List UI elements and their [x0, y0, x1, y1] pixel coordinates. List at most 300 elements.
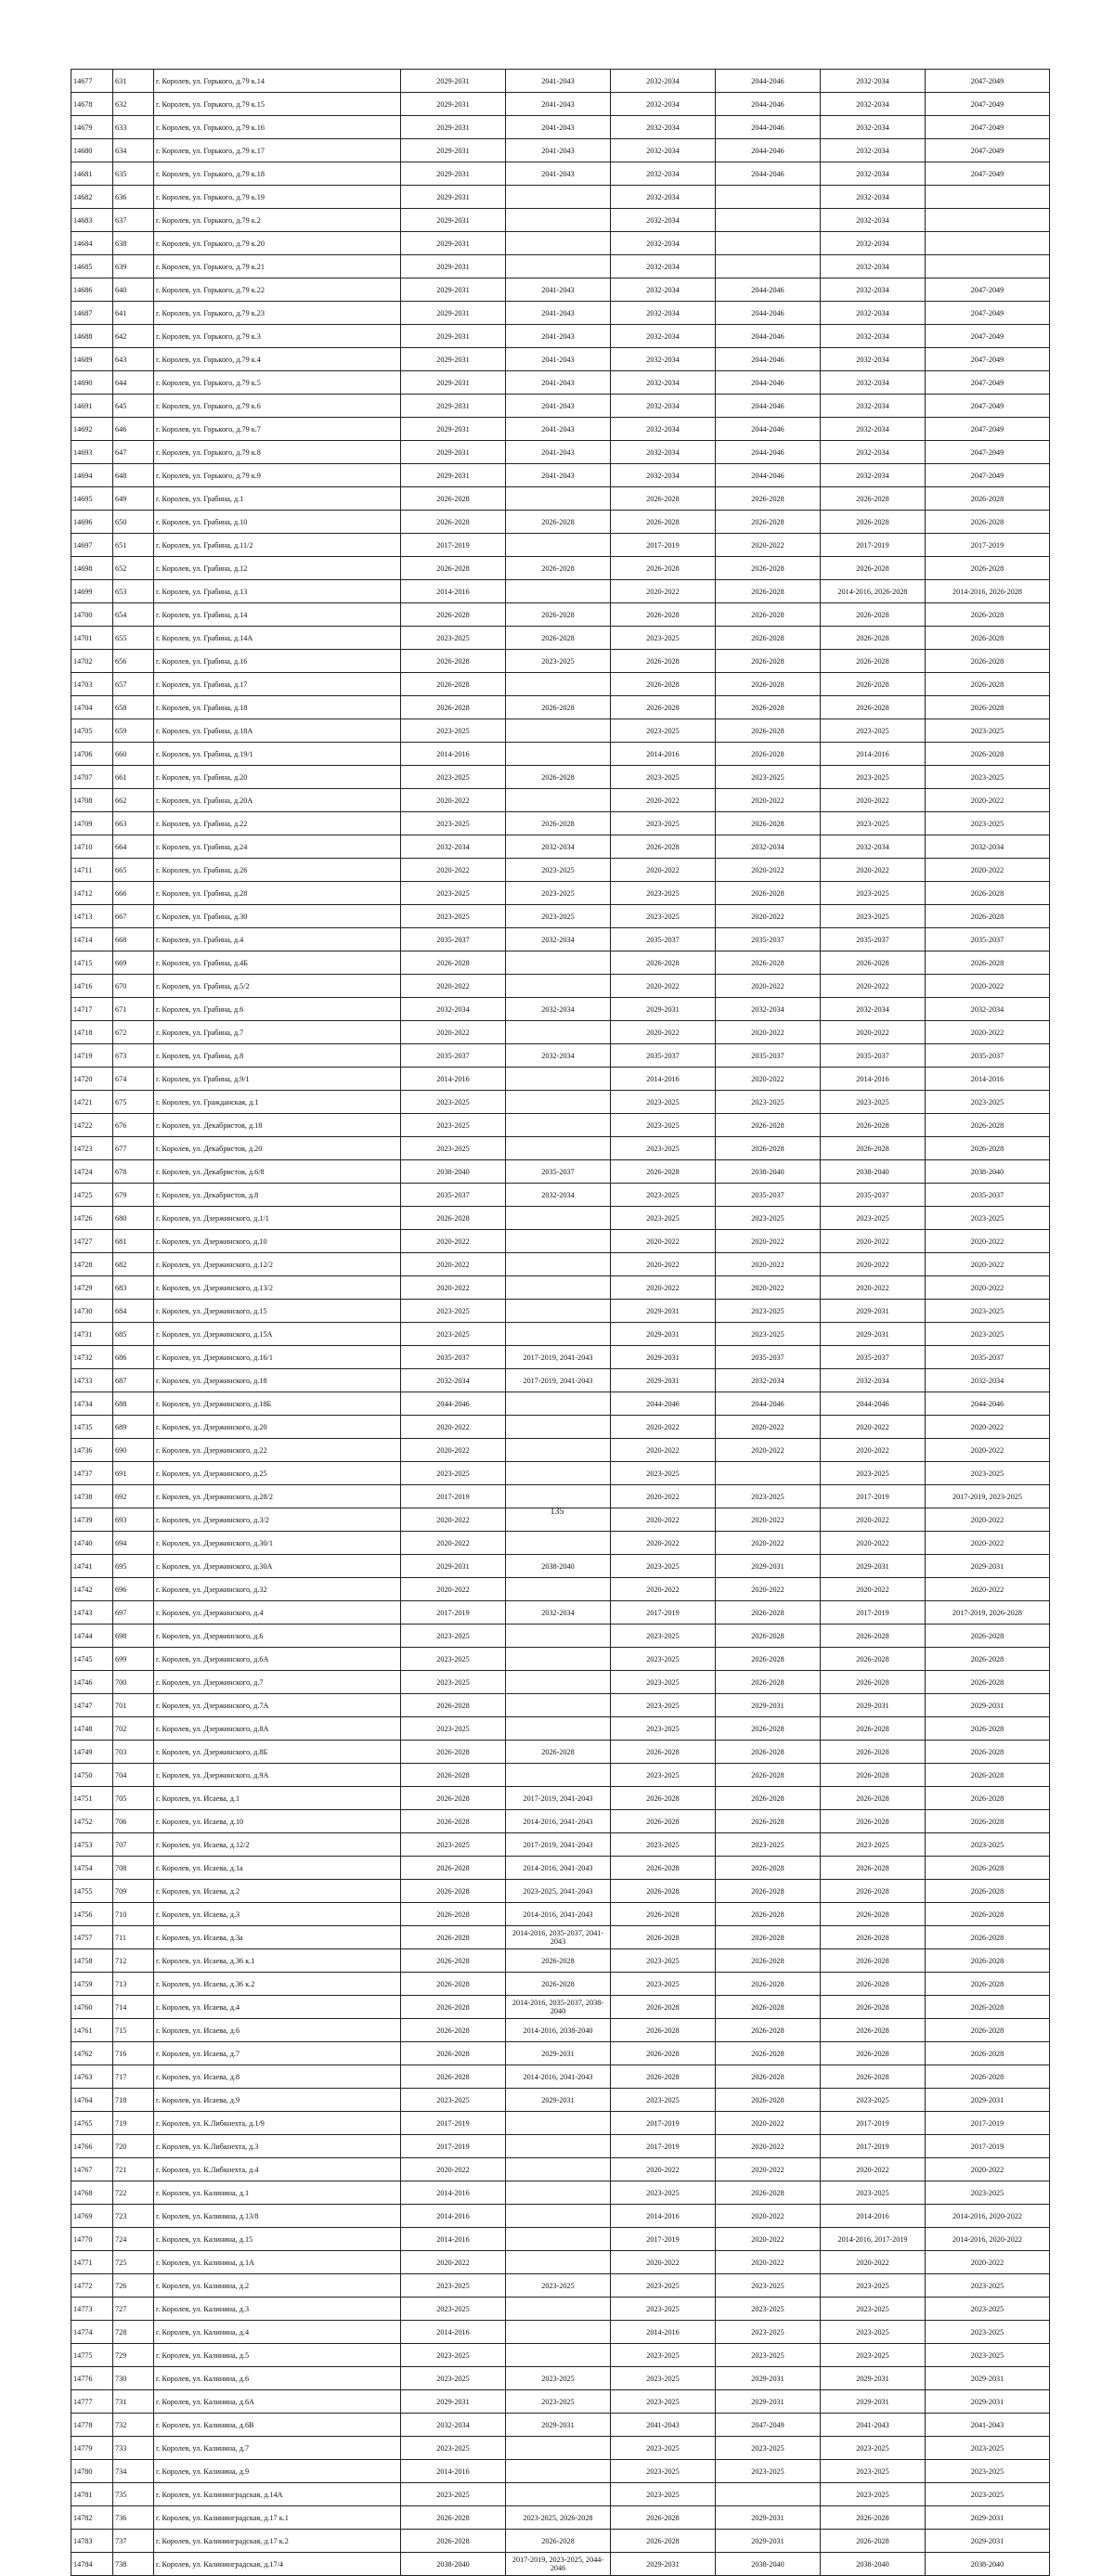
address-cell: г. Королев, ул. Грабина, д.20А [154, 789, 401, 812]
row-number-cell: 14685 [71, 255, 113, 278]
period-1-cell: 2023-2025 [401, 812, 506, 835]
row-number-cell: 14689 [71, 348, 113, 371]
row-number-cell: 14762 [71, 2042, 113, 2065]
item-number-cell: 723 [113, 2205, 154, 2228]
period-4-cell: 2020-2022 [716, 1532, 821, 1555]
item-number-cell: 660 [113, 743, 154, 766]
period-5-cell: 2026-2028 [821, 951, 926, 975]
period-3-cell: 2026-2028 [611, 650, 716, 673]
item-number-cell: 653 [113, 580, 154, 603]
item-number-cell: 712 [113, 1949, 154, 1973]
period-1-cell: 2029-2031 [401, 139, 506, 162]
period-3-cell: 2023-2025 [611, 2298, 716, 2321]
table-row [71, 1880, 1050, 1903]
period-4-cell: 2035-2037 [716, 1184, 821, 1207]
period-2-cell: 2017-2019, 2023-2025, 2044-2046 [506, 2553, 611, 2576]
period-2-cell [506, 1392, 611, 1416]
period-6-cell: 2026-2028 [926, 743, 1050, 766]
row-number-cell: 14716 [71, 975, 113, 998]
address-cell: г. Королев, ул. Калинина, д.5 [154, 2344, 401, 2367]
period-4-cell: 2020-2022 [716, 789, 821, 812]
period-5-cell: 2026-2028 [821, 557, 926, 580]
period-2-cell: 2023-2025 [506, 882, 611, 905]
period-3-cell: 2026-2028 [611, 557, 716, 580]
period-3-cell: 2023-2025 [611, 1207, 716, 1230]
period-5-cell: 2026-2028 [821, 1996, 926, 2019]
table-row [71, 1369, 1050, 1392]
period-2-cell: 2026-2028 [506, 812, 611, 835]
period-1-cell: 2023-2025 [401, 766, 506, 789]
period-2-cell [506, 2158, 611, 2181]
period-4-cell: 2026-2028 [716, 1601, 821, 1625]
period-2-cell [506, 1764, 611, 1787]
period-1-cell: 2020-2022 [401, 1439, 506, 1462]
period-5-cell: 2020-2022 [821, 1253, 926, 1276]
period-6-cell: 2020-2022 [926, 1416, 1050, 1439]
table-row [71, 1601, 1050, 1625]
period-4-cell [716, 209, 821, 232]
period-5-cell: 2032-2034 [821, 371, 926, 395]
period-3-cell: 2044-2046 [611, 1392, 716, 1416]
address-cell: г. Королев, ул. Исаева, д.36 к.2 [154, 1973, 401, 1996]
period-1-cell: 2029-2031 [401, 93, 506, 116]
table-row [71, 139, 1050, 162]
table-row [71, 1462, 1050, 1485]
address-cell: г. Королев, ул. Исаева, д.10 [154, 1810, 401, 1833]
period-4-cell: 2026-2028 [716, 1926, 821, 1949]
table-row [71, 2181, 1050, 2205]
address-cell: г. Королев, ул. Горького, д.79 к.20 [154, 232, 401, 255]
row-number-cell: 14721 [71, 1091, 113, 1114]
period-1-cell: 2029-2031 [401, 162, 506, 186]
period-5-cell: 2017-2019 [821, 534, 926, 557]
row-number-cell: 14742 [71, 1578, 113, 1601]
period-2-cell: 2023-2025, 2041-2043 [506, 1880, 611, 1903]
period-3-cell: 2032-2034 [611, 232, 716, 255]
item-number-cell: 717 [113, 2065, 154, 2089]
address-cell: г. Королев, ул. Калинина, д.15 [154, 2228, 401, 2251]
item-number-cell: 679 [113, 1184, 154, 1207]
period-5-cell: 2017-2019 [821, 1601, 926, 1625]
period-6-cell: 2014-2016 [926, 1068, 1050, 1091]
period-6-cell: 2026-2028 [926, 603, 1050, 627]
period-6-cell: 2026-2028 [926, 487, 1050, 511]
period-1-cell: 2023-2025 [401, 905, 506, 928]
item-number-cell: 675 [113, 1091, 154, 1114]
address-cell: г. Королев, ул. Исаева, д.7 [154, 2042, 401, 2065]
table-row [71, 1741, 1050, 1764]
address-cell: г. Королев, ул. Грабина, д.4 [154, 928, 401, 951]
period-6-cell: 2023-2025 [926, 1833, 1050, 1857]
period-4-cell: 2023-2025 [716, 2321, 821, 2344]
period-1-cell: 2029-2031 [401, 302, 506, 325]
item-number-cell: 726 [113, 2274, 154, 2298]
item-number-cell: 669 [113, 951, 154, 975]
period-1-cell: 2032-2034 [401, 835, 506, 859]
period-5-cell: 2032-2034 [821, 302, 926, 325]
period-2-cell [506, 1671, 611, 1694]
period-2-cell [506, 1300, 611, 1323]
period-6-cell: 2017-2019, 2023-2025 [926, 1485, 1050, 1508]
period-6-cell: 2017-2019 [926, 2135, 1050, 2158]
address-cell: г. Королев, ул. Дзержинского, д.4 [154, 1601, 401, 1625]
period-2-cell [506, 487, 611, 511]
period-1-cell: 2023-2025 [401, 1137, 506, 1160]
period-3-cell: 2023-2025 [611, 2367, 716, 2390]
period-3-cell: 2020-2022 [611, 2251, 716, 2274]
period-4-cell [716, 186, 821, 209]
period-6-cell: 2026-2028 [926, 1996, 1050, 2019]
period-4-cell [716, 255, 821, 278]
period-1-cell: 2038-2040 [401, 1160, 506, 1184]
address-cell: г. Королев, ул. Дзержинского, д.28/2 [154, 1485, 401, 1508]
period-2-cell: 2017-2019, 2041-2043 [506, 1787, 611, 1810]
row-number-cell: 14761 [71, 2019, 113, 2042]
period-1-cell: 2029-2031 [401, 255, 506, 278]
period-2-cell: 2041-2043 [506, 302, 611, 325]
period-4-cell: 2026-2028 [716, 487, 821, 511]
period-1-cell: 2029-2031 [401, 395, 506, 418]
table-row [71, 2298, 1050, 2321]
row-number-cell: 14748 [71, 1717, 113, 1741]
period-4-cell: 2023-2025 [716, 1485, 821, 1508]
table-row [71, 766, 1050, 789]
period-5-cell: 2023-2025 [821, 905, 926, 928]
address-cell: г. Королев, ул. Калинина, д.3 [154, 2298, 401, 2321]
address-cell: г. Королев, ул. Дзержинского, д.7 [154, 1671, 401, 1694]
period-1-cell: 2026-2028 [401, 1787, 506, 1810]
period-4-cell: 2020-2022 [716, 2158, 821, 2181]
address-cell: г. Королев, ул. Исаева, д.3 [154, 1903, 401, 1926]
table-row [71, 1114, 1050, 1137]
table-row [71, 1091, 1050, 1114]
period-5-cell: 2020-2022 [821, 1021, 926, 1044]
period-1-cell: 2023-2025 [401, 2367, 506, 2390]
address-cell: г. Королев, ул. Исаева, д.4 [154, 1996, 401, 2019]
period-1-cell: 2026-2028 [401, 1694, 506, 1717]
address-cell: г. Королев, ул. Горького, д.79 к.2 [154, 209, 401, 232]
period-1-cell: 2029-2031 [401, 70, 506, 93]
period-5-cell: 2032-2034 [821, 278, 926, 302]
table-row [71, 2530, 1050, 2553]
table-row [71, 278, 1050, 302]
item-number-cell: 632 [113, 93, 154, 116]
period-1-cell: 2026-2028 [401, 696, 506, 719]
period-3-cell: 2023-2025 [611, 1717, 716, 1741]
row-number-cell: 14725 [71, 1184, 113, 1207]
period-2-cell: 2014-2016, 2041-2043 [506, 2065, 611, 2089]
row-number-cell: 14745 [71, 1648, 113, 1671]
period-2-cell: 2032-2034 [506, 998, 611, 1021]
period-4-cell: 2020-2022 [716, 534, 821, 557]
period-4-cell: 2020-2022 [716, 1439, 821, 1462]
row-number-cell: 14712 [71, 882, 113, 905]
period-5-cell: 2032-2034 [821, 255, 926, 278]
item-number-cell: 676 [113, 1114, 154, 1137]
period-1-cell: 2017-2019 [401, 534, 506, 557]
period-2-cell: 2041-2043 [506, 116, 611, 139]
period-5-cell: 2014-2016 [821, 743, 926, 766]
address-cell: г. Королев, ул. Грабина, д.17 [154, 673, 401, 696]
period-2-cell [506, 2344, 611, 2367]
row-number-cell: 14732 [71, 1346, 113, 1369]
period-3-cell: 2020-2022 [611, 1439, 716, 1462]
period-4-cell: 2029-2031 [716, 2506, 821, 2530]
item-number-cell: 674 [113, 1068, 154, 1091]
period-6-cell: 2026-2028 [926, 1949, 1050, 1973]
period-6-cell: 2026-2028 [926, 673, 1050, 696]
period-3-cell: 2026-2028 [611, 511, 716, 534]
period-3-cell: 2026-2028 [611, 487, 716, 511]
table-row [71, 395, 1050, 418]
period-3-cell: 2023-2025 [611, 2437, 716, 2460]
row-number-cell: 14736 [71, 1439, 113, 1462]
period-5-cell: 2026-2028 [821, 1717, 926, 1741]
period-3-cell: 2026-2028 [611, 696, 716, 719]
period-2-cell: 2023-2025 [506, 859, 611, 882]
period-1-cell: 2026-2028 [401, 1926, 506, 1949]
item-number-cell: 711 [113, 1926, 154, 1949]
period-3-cell: 2023-2025 [611, 1949, 716, 1973]
period-3-cell: 2023-2025 [611, 882, 716, 905]
period-3-cell: 2026-2028 [611, 1903, 716, 1926]
item-number-cell: 642 [113, 325, 154, 348]
period-5-cell: 2020-2022 [821, 1276, 926, 1300]
period-4-cell: 2026-2028 [716, 882, 821, 905]
address-cell: г. Королев, ул. Дзержинского, д.7А [154, 1694, 401, 1717]
period-1-cell: 2026-2028 [401, 603, 506, 627]
address-cell: г. Королев, ул. Калининградская, д.17 к.1 [154, 2506, 401, 2530]
table-row [71, 1926, 1050, 1949]
period-1-cell: 2029-2031 [401, 441, 506, 464]
period-2-cell: 2023-2025 [506, 2390, 611, 2414]
period-3-cell: 2023-2025 [611, 2181, 716, 2205]
period-6-cell: 2041-2043 [926, 2414, 1050, 2437]
period-2-cell [506, 1578, 611, 1601]
period-4-cell: 2044-2046 [716, 418, 821, 441]
period-6-cell: 2026-2028 [926, 1741, 1050, 1764]
period-6-cell [926, 232, 1050, 255]
period-6-cell: 2023-2025 [926, 1091, 1050, 1114]
period-1-cell: 2029-2031 [401, 371, 506, 395]
period-5-cell: 2026-2028 [821, 2042, 926, 2065]
table-row [71, 1973, 1050, 1996]
period-2-cell [506, 186, 611, 209]
period-6-cell: 2035-2037 [926, 1184, 1050, 1207]
table-row [71, 2437, 1050, 2460]
period-4-cell: 2026-2028 [716, 1880, 821, 1903]
period-4-cell: 2026-2028 [716, 2065, 821, 2089]
row-number-cell: 14753 [71, 1833, 113, 1857]
period-5-cell: 2044-2046 [821, 1392, 926, 1416]
page-number: 135 [550, 1507, 564, 1517]
address-cell: г. Королев, ул. Исаева, д.6 [154, 2019, 401, 2042]
period-6-cell: 2023-2025 [926, 2321, 1050, 2344]
address-cell: г. Королев, ул. Калинина, д.13/8 [154, 2205, 401, 2228]
address-cell: г. Королев, ул. Горького, д.79 к.16 [154, 116, 401, 139]
period-5-cell: 2032-2034 [821, 464, 926, 487]
period-6-cell: 2023-2025 [926, 2483, 1050, 2506]
period-4-cell: 2032-2034 [716, 835, 821, 859]
row-number-cell: 14677 [71, 70, 113, 93]
row-number-cell: 14696 [71, 511, 113, 534]
period-5-cell: 2035-2037 [821, 1184, 926, 1207]
table-row [71, 511, 1050, 534]
period-5-cell: 2023-2025 [821, 2437, 926, 2460]
period-6-cell: 2026-2028 [926, 696, 1050, 719]
address-cell: г. Королев, ул. Грабина, д.22 [154, 812, 401, 835]
period-1-cell: 2035-2037 [401, 1184, 506, 1207]
row-number-cell: 14698 [71, 557, 113, 580]
period-3-cell: 2026-2028 [611, 1926, 716, 1949]
period-5-cell: 2023-2025 [821, 2298, 926, 2321]
row-number-cell: 14780 [71, 2460, 113, 2483]
table-row [71, 464, 1050, 487]
item-number-cell: 714 [113, 1996, 154, 2019]
period-6-cell: 2020-2022 [926, 1021, 1050, 1044]
period-5-cell: 2026-2028 [821, 627, 926, 650]
period-5-cell: 2029-2031 [821, 2367, 926, 2390]
period-2-cell: 2041-2043 [506, 162, 611, 186]
item-number-cell: 725 [113, 2251, 154, 2274]
address-cell: г. Королев, ул. Дзержинского, д.12/2 [154, 1253, 401, 1276]
address-cell: г. Королев, ул. Дзержинского, д.32 [154, 1578, 401, 1601]
period-2-cell: 2017-2019, 2041-2043 [506, 1346, 611, 1369]
item-number-cell: 696 [113, 1578, 154, 1601]
table-row [71, 186, 1050, 209]
period-5-cell: 2020-2022 [821, 975, 926, 998]
row-number-cell: 14718 [71, 1021, 113, 1044]
period-1-cell: 2029-2031 [401, 116, 506, 139]
table-row [71, 1207, 1050, 1230]
period-2-cell: 2017-2019, 2041-2043 [506, 1833, 611, 1857]
period-6-cell: 2047-2049 [926, 464, 1050, 487]
period-6-cell: 2020-2022 [926, 975, 1050, 998]
period-3-cell: 2026-2028 [611, 673, 716, 696]
period-3-cell: 2014-2016 [611, 2205, 716, 2228]
period-3-cell: 2017-2019 [611, 534, 716, 557]
row-number-cell: 14744 [71, 1625, 113, 1648]
address-cell: г. Королев, ул. К.Либкнехта, д.3 [154, 2135, 401, 2158]
period-6-cell: 2023-2025 [926, 2460, 1050, 2483]
period-5-cell: 2026-2028 [821, 650, 926, 673]
period-3-cell: 2026-2028 [611, 951, 716, 975]
table-row [71, 2321, 1050, 2344]
period-2-cell: 2014-2016, 2038-2040 [506, 2019, 611, 2042]
period-3-cell: 2032-2034 [611, 70, 716, 93]
period-2-cell: 2026-2028 [506, 696, 611, 719]
period-1-cell: 2029-2031 [401, 348, 506, 371]
address-cell: г. Королев, ул. Калининградская, д.14А [154, 2483, 401, 2506]
period-4-cell: 2020-2022 [716, 1068, 821, 1091]
period-6-cell: 2029-2031 [926, 1694, 1050, 1717]
address-cell: г. Королев, ул. Горького, д.79 к.5 [154, 371, 401, 395]
row-number-cell: 14777 [71, 2390, 113, 2414]
address-cell: г. Королев, ул. Горького, д.79 к.3 [154, 325, 401, 348]
period-6-cell: 2038-2040 [926, 1160, 1050, 1184]
period-3-cell: 2017-2019 [611, 2228, 716, 2251]
period-6-cell: 2020-2022 [926, 1276, 1050, 1300]
period-6-cell: 2026-2028 [926, 1903, 1050, 1926]
period-1-cell: 2014-2016 [401, 2228, 506, 2251]
row-number-cell: 14704 [71, 696, 113, 719]
period-1-cell: 2023-2025 [401, 1091, 506, 1114]
period-2-cell [506, 1230, 611, 1253]
item-number-cell: 734 [113, 2460, 154, 2483]
row-number-cell: 14778 [71, 2414, 113, 2437]
period-1-cell: 2020-2022 [401, 1508, 506, 1532]
item-number-cell: 737 [113, 2530, 154, 2553]
address-cell: г. Королев, ул. Горького, д.79 к.8 [154, 441, 401, 464]
table-row [71, 441, 1050, 464]
period-4-cell: 2023-2025 [716, 766, 821, 789]
period-5-cell: 2032-2034 [821, 209, 926, 232]
address-cell: г. Королев, ул. Калинина, д.1А [154, 2251, 401, 2274]
row-number-cell: 14769 [71, 2205, 113, 2228]
period-6-cell: 2029-2031 [926, 2089, 1050, 2112]
period-1-cell: 2014-2016 [401, 2181, 506, 2205]
period-1-cell: 2023-2025 [401, 1717, 506, 1741]
period-1-cell: 2023-2025 [401, 2344, 506, 2367]
table-row [71, 1694, 1050, 1717]
period-3-cell: 2023-2025 [611, 1137, 716, 1160]
row-number-cell: 14724 [71, 1160, 113, 1184]
period-1-cell: 2020-2022 [401, 975, 506, 998]
period-6-cell: 2026-2028 [926, 1810, 1050, 1833]
period-4-cell: 2029-2031 [716, 1694, 821, 1717]
period-3-cell: 2032-2034 [611, 464, 716, 487]
period-4-cell: 2026-2028 [716, 603, 821, 627]
period-3-cell: 2041-2043 [611, 2414, 716, 2437]
period-3-cell: 2023-2025 [611, 1184, 716, 1207]
item-number-cell: 645 [113, 395, 154, 418]
address-cell: г. Королев, ул. Дзержинского, д.8Б [154, 1741, 401, 1764]
period-2-cell: 2041-2043 [506, 418, 611, 441]
period-4-cell: 2023-2025 [716, 2298, 821, 2321]
address-cell: г. Королев, ул. Исаева, д.1а [154, 1857, 401, 1880]
period-1-cell: 2023-2025 [401, 627, 506, 650]
period-3-cell: 2032-2034 [611, 371, 716, 395]
period-5-cell: 2017-2019 [821, 2135, 926, 2158]
row-number-cell: 14714 [71, 928, 113, 951]
item-number-cell: 728 [113, 2321, 154, 2344]
table-row [71, 1346, 1050, 1369]
item-number-cell: 724 [113, 2228, 154, 2251]
period-4-cell: 2029-2031 [716, 1555, 821, 1578]
item-number-cell: 656 [113, 650, 154, 673]
table-row [71, 371, 1050, 395]
period-3-cell: 2023-2025 [611, 719, 716, 743]
period-2-cell: 2014-2016, 2041-2043 [506, 1810, 611, 1833]
period-4-cell: 2029-2031 [716, 2530, 821, 2553]
row-number-cell: 14770 [71, 2228, 113, 2251]
period-4-cell: 2026-2028 [716, 627, 821, 650]
period-6-cell: 2023-2025 [926, 1323, 1050, 1346]
row-number-cell: 14728 [71, 1253, 113, 1276]
item-number-cell: 738 [113, 2553, 154, 2576]
period-4-cell: 2044-2046 [716, 1392, 821, 1416]
item-number-cell: 694 [113, 1532, 154, 1555]
period-5-cell: 2026-2028 [821, 2506, 926, 2530]
period-4-cell: 2023-2025 [716, 1323, 821, 1346]
item-number-cell: 657 [113, 673, 154, 696]
row-number-cell: 14749 [71, 1741, 113, 1764]
period-3-cell: 2020-2022 [611, 1276, 716, 1300]
period-6-cell: 2017-2019, 2026-2028 [926, 1601, 1050, 1625]
item-number-cell: 631 [113, 70, 154, 93]
period-1-cell: 2026-2028 [401, 2065, 506, 2089]
address-cell: г. Королев, ул. Горького, д.79 к.9 [154, 464, 401, 487]
